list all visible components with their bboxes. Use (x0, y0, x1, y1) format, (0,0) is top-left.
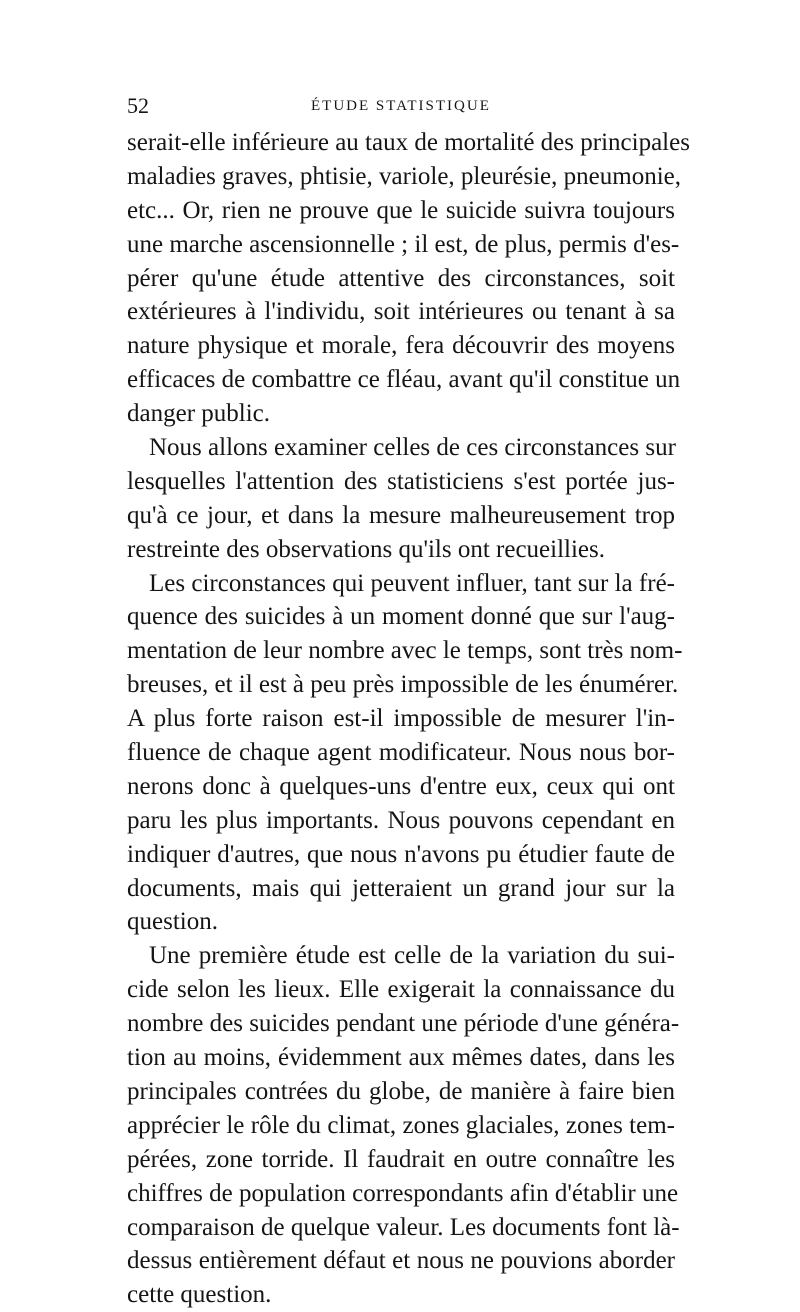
text-line: pérées, zone torride. Il faudrait en outre connaître les (127, 1145, 675, 1173)
text-line: danger public. (127, 400, 271, 428)
paragraph (127, 939, 680, 1312)
text-line: Une première étude est celle de la variation du sui- (149, 942, 675, 970)
text-line: tion au moins, évidemment aux mêmes dates, dans les (127, 1044, 675, 1072)
paragraph (127, 126, 690, 431)
page-header (127, 93, 667, 123)
paragraph (127, 431, 675, 567)
text-line: comparaison de quelque valeur. Les documents font là- (127, 1213, 680, 1241)
text-line: cette question. (127, 1281, 272, 1309)
text-line: maladies graves, phtisie, variole, pleurésie, pneumonie, (127, 162, 681, 190)
text-line: nature physique et morale, fera découvrir des moyens (127, 332, 675, 360)
paragraph (127, 567, 683, 940)
text-line: paru les plus importants. Nous pouvons cependant en (127, 806, 675, 834)
text-line: efficaces de combattre ce fléau, avant qu'il constitue un (127, 366, 681, 394)
text-line: quence des suicides à un moment donné que sur l'aug- (127, 603, 675, 631)
text-line: documents, mais qui jetteraient un grand jour sur la (127, 874, 675, 902)
text-line: A plus forte raison est-il impossible de mesurer l'in- (127, 705, 675, 733)
text-line: breuses, et il est à peu près impossible de les énumérer. (127, 671, 679, 699)
text-line: cide selon les lieux. Elle exigerait la connaissance du (127, 976, 675, 1004)
text-line: extérieures à l'individu, soit intérieures ou tenant à sa (127, 298, 675, 326)
text-line: fluence de chaque agent modificateur. Nous nous bor- (127, 739, 675, 767)
text-line: Nous allons examiner celles de ces circonstances sur (149, 434, 676, 462)
text-line: une marche ascensionnelle ; il est, de plus, permis d'es- (127, 230, 680, 258)
text-line: serait-elle inférieure au taux de mortalité des principales (127, 129, 690, 156)
text-line: qu'à ce jour, et dans la mesure malheureusement trop (127, 501, 675, 529)
text-line: lesquelles l'attention des statisticiens s'est portée jus- (127, 467, 675, 495)
text-line: dessus entièrement défaut et nous ne pouvions aborder (127, 1247, 675, 1275)
text-line: restreinte des observations qu'ils ont recueillies. (127, 535, 605, 563)
text-line: Les circonstances qui peuvent influer, tant sur la fré- (149, 569, 675, 597)
text-line: indiquer d'autres, que nous n'avons pu étudier faute de (127, 840, 675, 868)
text-line: nerons donc à quelques-uns d'entre eux, ceux qui ont (127, 772, 675, 800)
text-line: etc... Or, rien ne prouve que le suicide suivra toujours (127, 196, 675, 224)
running-title: ÉTUDE STATISTIQUE (311, 98, 491, 114)
text-line: mentation de leur nombre avec le temps, sont très nom- (127, 637, 683, 665)
text-line: apprécier le rôle du climat, zones glaciales, zones tem- (127, 1111, 675, 1139)
text-line: nombre des suicides pendant une période d'une généra- (127, 1010, 680, 1038)
text-line: pérer qu'une étude attentive des circonstances, soit (127, 264, 675, 292)
text-line: chiffres de population correspondants afin d'établir une (127, 1179, 679, 1207)
text-line: question. (127, 908, 218, 936)
page-number: 52 (127, 93, 149, 118)
text-line: principales contrées du globe, de manière à faire bien (127, 1077, 675, 1105)
body-text (127, 126, 690, 1312)
